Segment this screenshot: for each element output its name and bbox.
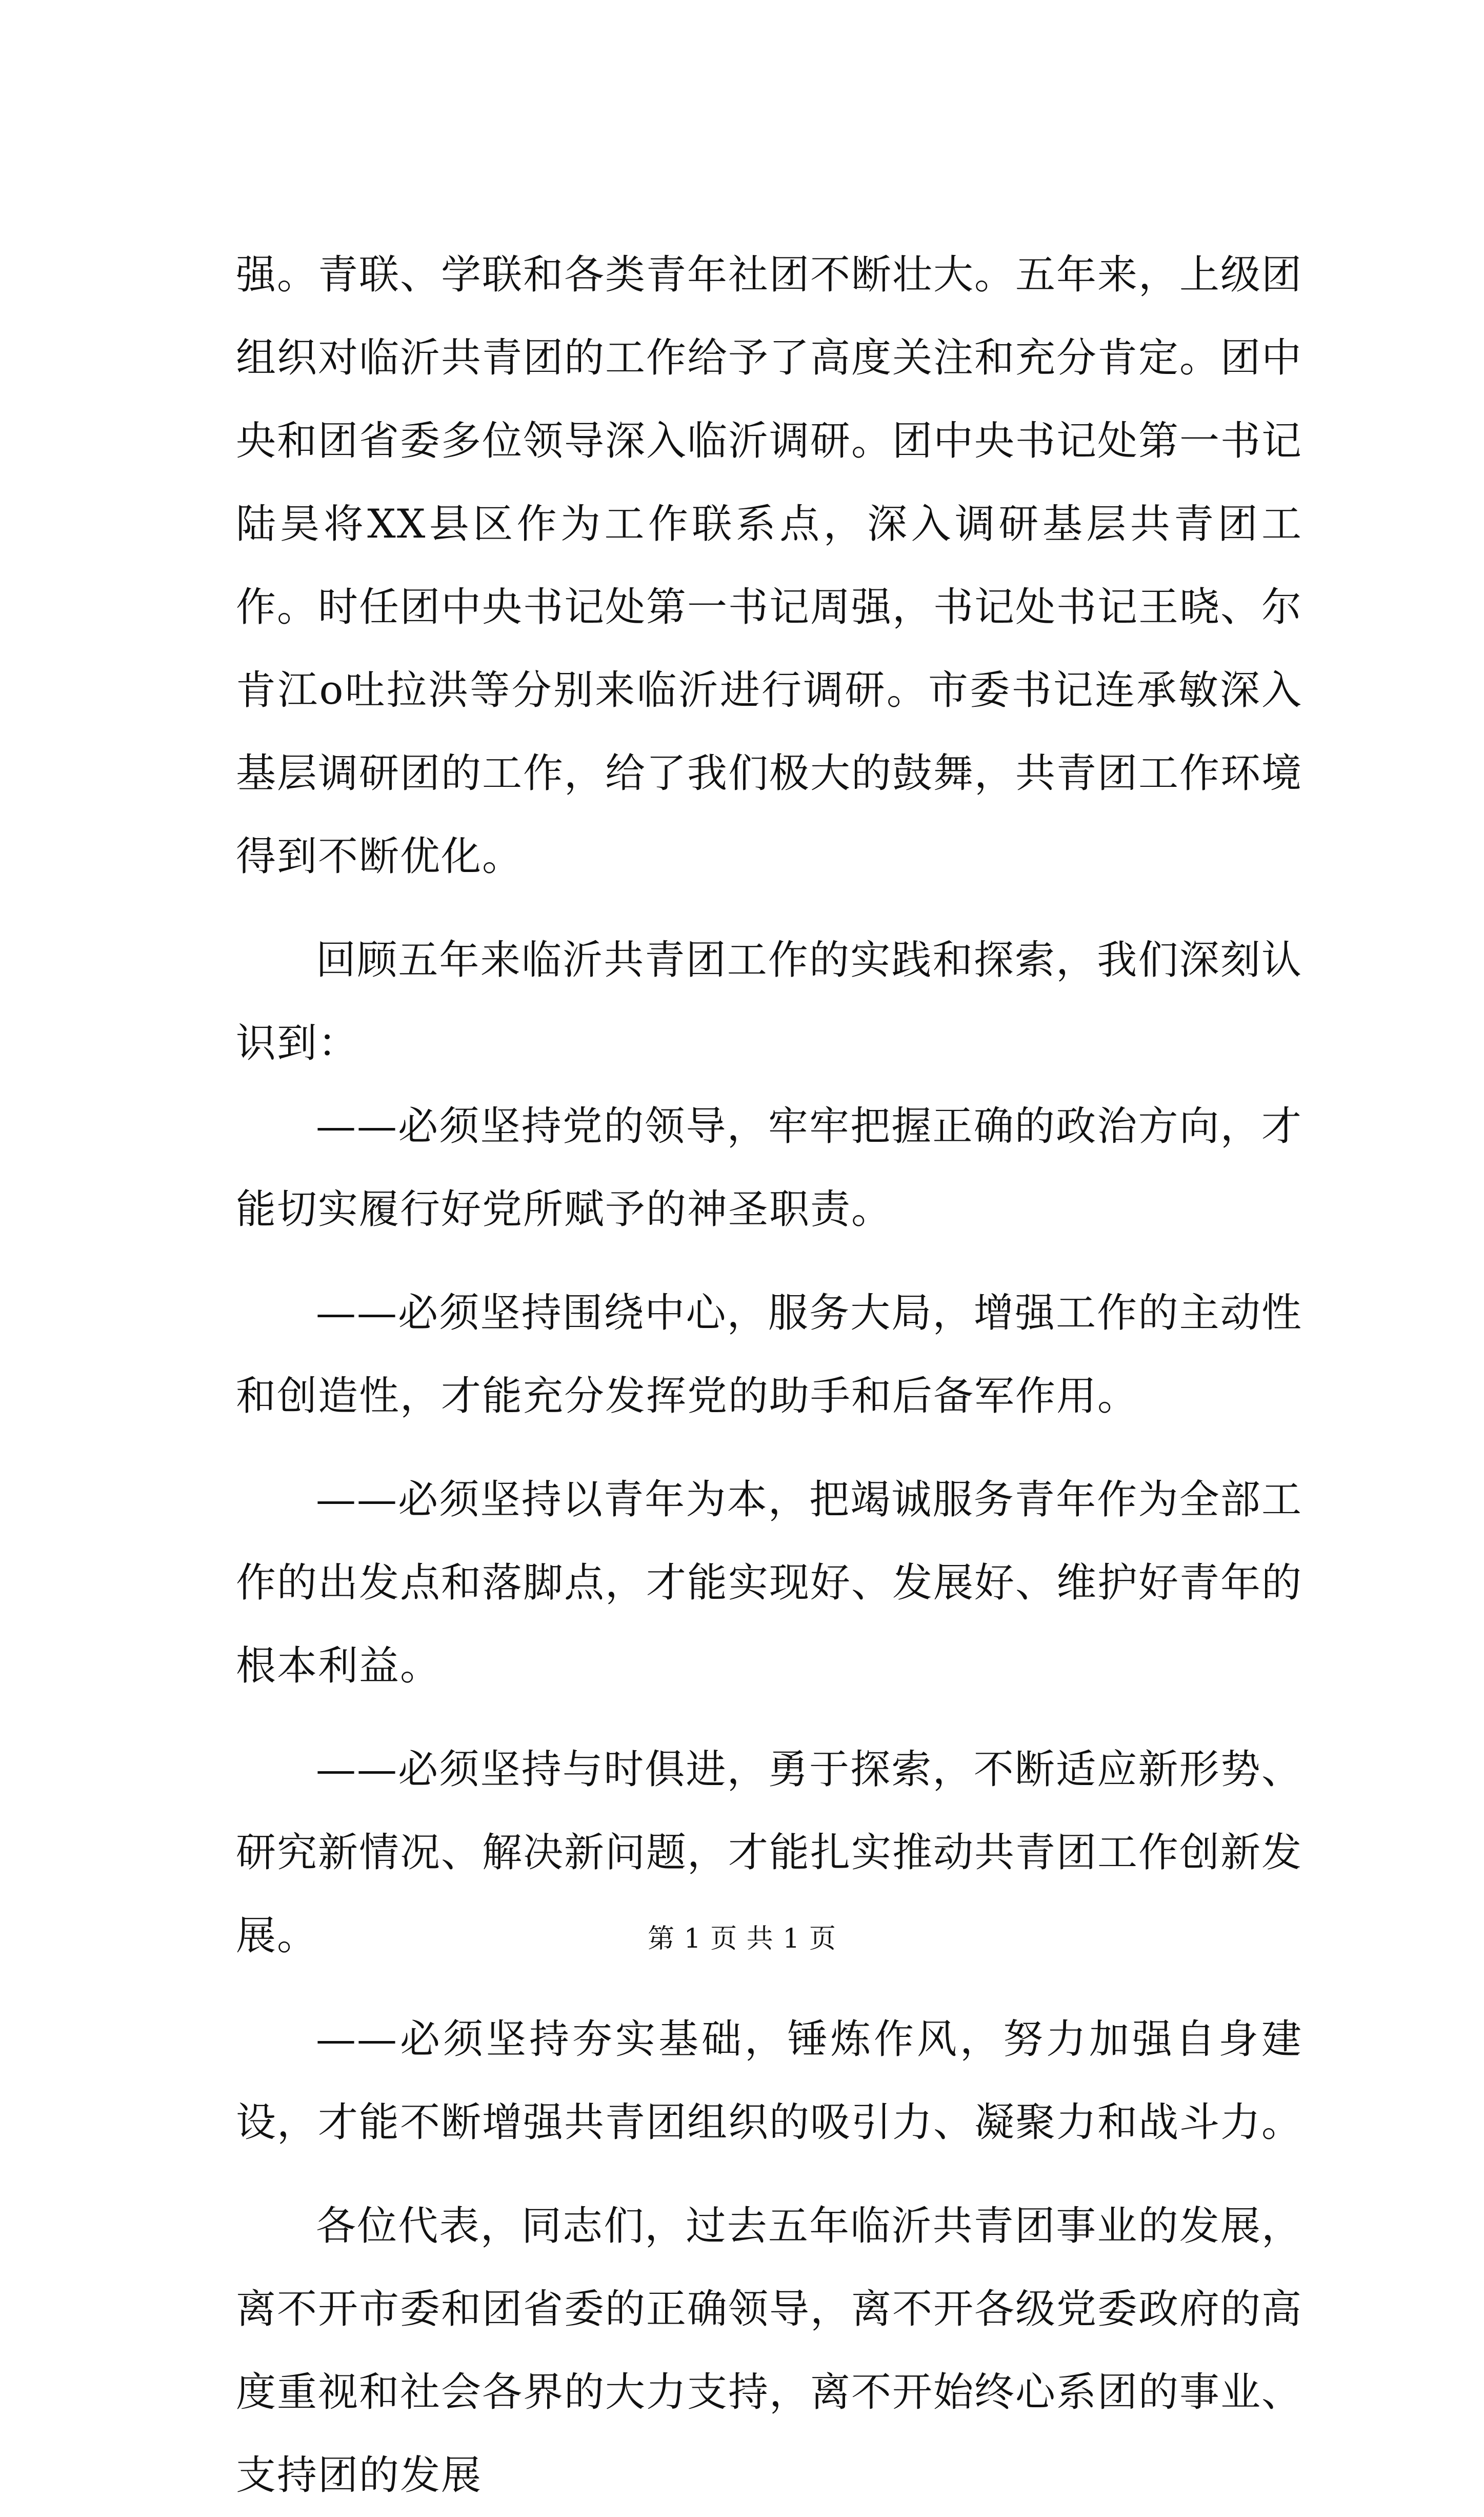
page-footer: 第 1 页 共 1 页	[648, 1924, 836, 1954]
paragraph-6: ——必须坚持与时俱进，勇于探索，不断适应新形势、研究新情况、解决新问题，才能扎实推动共青团工作创新发展。	[236, 1747, 1303, 1959]
paragraph-1: 强。青联、学联和各类青年社团不断壮大。五年来，上级团组织对临沂共青团的工作给予了高度关注和充分肯定。团中央和团省委多位领导深入临沂调研。团中央书记处第一书记陆昊将XX县区作为工作联系点，深入调研基层共青团工作。时任团中央书记处第一书记周强，书记处书记王晓、尔肯江o吐拉洪等分别来临沂进行调研。市委书记连承敏深入基层调研团的工作，给了我们极大的鼓舞，共青团工作环境得到不断优化。	[236, 252, 1303, 880]
paragraph-5: ——必须坚持以青年为本，把竭诚服务青年作为全部工作的出发点和落脚点，才能实现好、发展好、维护好青年的根本利益。	[236, 1477, 1303, 1689]
document-body	[236, 233, 1302, 2517]
paragraph-7: ——必须坚持夯实基础，锤炼作风，努力加强自身建设，才能不断增强共青团组织的吸引力、凝聚力和战斗力。	[236, 2016, 1303, 2146]
paragraph-2: 回顾五年来临沂共青团工作的实践和探索，我们深刻认识到：	[236, 937, 1302, 1066]
paragraph-8: 各位代表，同志们，过去五年临沂共青团事业的发展，离不开市委和团省委的正确领导，离不开各级党委政府的高度重视和社会各界的大力支持，离不开始终心系团的事业、支持团的发展	[236, 2203, 1303, 2499]
paragraph-3: ——必须坚持党的领导，牢牢把握正确的政治方向，才能切实履行好党所赋予的神圣职责。	[236, 1103, 1302, 1233]
paragraph-4: ——必须坚持围绕中心，服务大局，增强工作的主动性和创造性，才能充分发挥党的助手和后备军作用。	[236, 1290, 1302, 1419]
